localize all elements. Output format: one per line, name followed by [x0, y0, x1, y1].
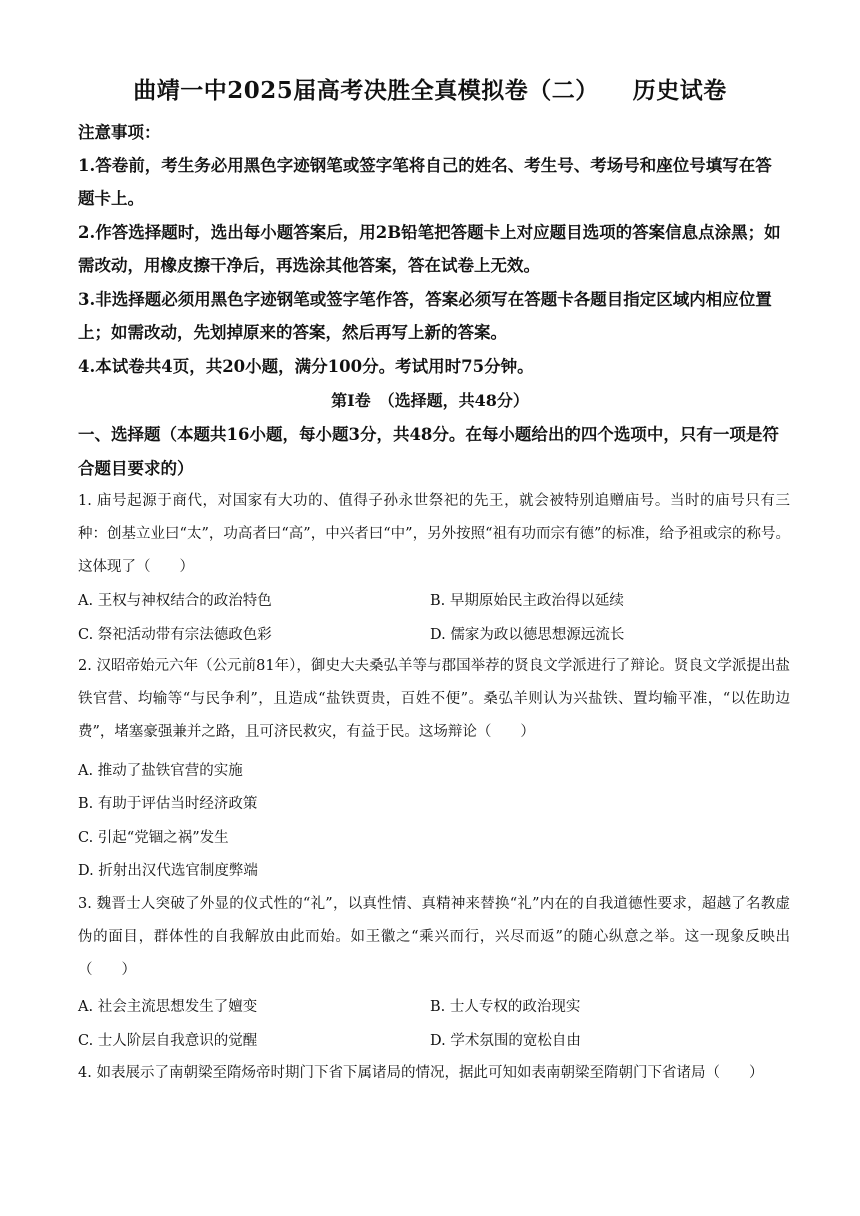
- question-3-option-b: B. 士人专权的政治现实: [430, 999, 581, 1015]
- question-2-option-c: C. 引起“党锢之祸”发生: [78, 830, 229, 846]
- question-3-option-d: D. 学术氛围的宽松自由: [430, 1033, 581, 1049]
- question-1-option-d: D. 儒家为政以德思想源远流长: [430, 627, 625, 643]
- question-3-option-a: A. 社会主流思想发生了嬗变: [78, 999, 258, 1015]
- notice-item-4: 4.本试卷共4页，共20小题，满分100分。考试用时75分钟。: [78, 357, 534, 376]
- question-3-option-c: C. 士人阶层自我意识的觉醒: [78, 1033, 258, 1049]
- notice-item-2: 2.作答选择题时，选出每小题答案后，用2B铅笔把答题卡上对应题目选项的答案信息点涂黑；如需改动，用橡皮擦干净后，再选涂其他答案，答在试卷上无效。: [78, 223, 781, 275]
- exam-title-subject: 历史试卷: [632, 77, 727, 104]
- question-1-stem: 1. 庙号起源于商代，对国家有大功的、值得子孙永世祭祀的先王，就会被特别追赠庙号。当时的庙号只有三种：创基立业曰“太”，功高者曰“高”，中兴者曰“中”，另外按照“祖有功而宗有德”的标准，给予祖或宗的称号。这体现了（ ）: [78, 493, 790, 575]
- question-2-stem: 2. 汉昭帝始元六年（公元前81年），御史大夫桑弘羊等与郡国举荐的贤良文学派进行了辩论。贤良文学派提出盐铁官营、均输等“与民争利”，且造成“盐铁贾贵，百姓不便”。桑弘羊则认为兴盐铁、置均输平准，“以佐助边费”，堵塞豪强兼并之路，且可济民救灾，有益于民。这场辩论（ ）: [78, 658, 790, 740]
- question-3-stem: 3. 魏晋士人突破了外显的仪式性的“礼”，以真性情、真精神来替换“礼”内在的自我道德性要求，超越了名教虚伪的面目，群体性的自我解放由此而始。如王徽之“乘兴而行，兴尽而返”的随心纵意之举。这一现象反映出（ ）: [78, 896, 790, 978]
- question-1-option-b: B. 早期原始民主政治得以延续: [430, 593, 624, 609]
- question-1-option-c: C. 祭祀活动带有宗法德政色彩: [78, 627, 272, 643]
- part-one-title: 第Ⅰ卷 （选择题，共48分）: [331, 391, 529, 410]
- question-2-option-a: A. 推动了盐铁官营的实施: [78, 763, 243, 779]
- question-1-option-a: A. 王权与神权结合的政治特色: [78, 593, 272, 609]
- notice-item-3: 3.非选择题必须用黑色字迹钢笔或签字笔作答，答案必须写在答题卡各题目指定区域内相应位置上；如需改动，先划掉原来的答案，然后再写上新的答案。: [78, 290, 772, 342]
- question-4-stem: 4. 如表展示了南朝梁至隋炀帝时期门下省下属诸局的情况，据此可知如表南朝梁至隋朝门下省诸局（ ）: [78, 1065, 764, 1081]
- notice-heading: 注意事项：: [78, 123, 161, 142]
- question-2-option-b: B. 有助于评估当时经济政策: [78, 796, 258, 812]
- section-heading: 一、选择题（本题共16小题，每小题3分，共48分。在每小题给出的四个选项中，只有一项是符合题目要求的）: [78, 425, 779, 478]
- question-2-option-d: D. 折射出汉代选官制度弊端: [78, 863, 258, 879]
- exam-title-main: 曲靖一中2025届高考决胜全真模拟卷（二）: [133, 77, 599, 104]
- notice-item-1: 1.答卷前，考生务必用黑色字迹钢笔或签字笔将自己的姓名、考生号、考场号和座位号填写在答题卡上。: [78, 156, 772, 208]
- exam-title: [0, 72, 860, 105]
